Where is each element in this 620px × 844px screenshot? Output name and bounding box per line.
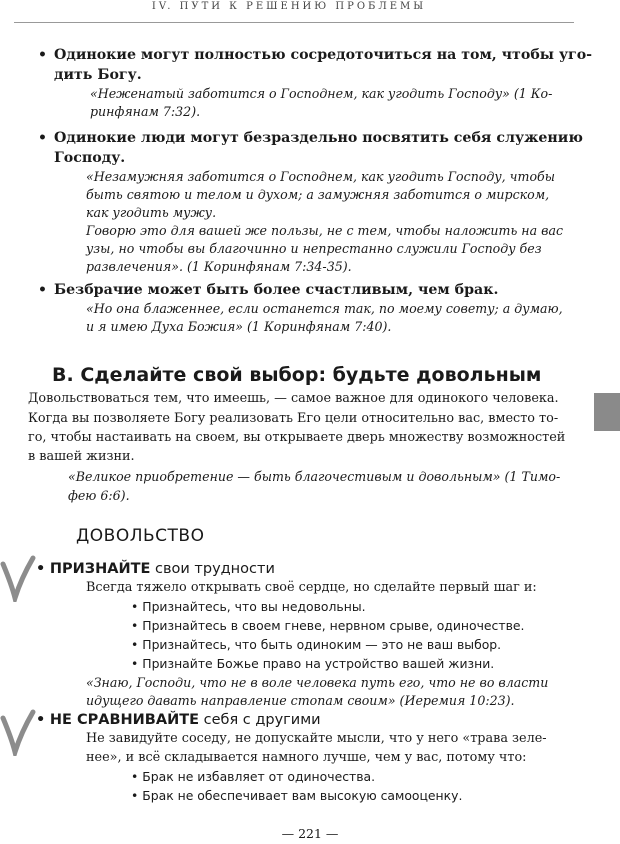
list-item: • Брак не избавляет от одиночества. <box>131 769 376 784</box>
action-heading-dont-compare <box>36 710 321 730</box>
action-intro-line: Не завидуйте соседу, не допускайте мысли, что у него «трава зеле- <box>86 731 547 746</box>
scripture-quote-line: быть святою и телом и духом; а замужняя заботится о мирском, <box>86 187 550 202</box>
paragraph-line: Довольствоваться тем, что имеешь, — самое важное для одинокого человека. <box>28 391 559 406</box>
bullet-title-line: Господу. <box>54 150 126 166</box>
scripture-quote-line: «Великое приобретение — быть благочестивым и довольным» (1 Тимо- <box>68 469 561 484</box>
bullet-title-line: Безбрачие может быть более счастливым, чем брак. <box>54 282 499 298</box>
scripture-quote-line: узы, но чтобы вы благочинно и непрестанно служили Господу без <box>86 241 542 256</box>
scripture-quote-line: и я имею Духа Божия» (1 Коринфянам 7:40). <box>86 319 392 334</box>
bullet-title-line: дить Богу. <box>54 67 142 83</box>
scripture-quote-line: идущего давать направление стопам своим» (Иеремия 10:23). <box>86 693 515 708</box>
action-intro-line: нее», и всё складывается намного лучше, чем у вас, потому что: <box>86 750 527 765</box>
scripture-quote-line: «Но она блаженнее, если останется так, по моему совету; а думаю, <box>86 301 563 316</box>
checkmark-icon <box>0 706 36 756</box>
running-title: IV. ПУТИ К РЕШЕНИЮ ПРОБЛЕМЫ <box>151 1 427 12</box>
action-heading-acknowledge <box>36 559 275 579</box>
contentment-title: ДОВОЛЬСТВО <box>76 526 205 546</box>
list-item: • Брак не обеспечивает вам высокую самооценку. <box>131 788 463 803</box>
scripture-quote-line: как угодить мужу. <box>86 205 217 220</box>
list-item: • Признайтесь, что быть одиноким — это не ваш выбор. <box>131 637 502 652</box>
action-keyword: НЕ СРАВНИВАЙТЕ <box>49 712 199 728</box>
checkmark-icon <box>0 552 36 602</box>
bullet-marker: • <box>38 282 47 298</box>
action-intro: Всегда тяжело открывать своё сердце, но сделайте первый шаг и: <box>86 580 537 595</box>
bullet-title-line: Одинокие люди могут безраздельно посвятить себя служению <box>54 130 583 146</box>
paragraph-line: Когда вы позволяете Богу реализовать Его цели относительно вас, вместо то- <box>28 411 559 426</box>
header-divider <box>14 22 574 23</box>
page-number: — 221 — <box>281 826 339 841</box>
list-item: • Признайте Божье право на устройство вашей жизни. <box>131 656 495 671</box>
paragraph-line: в вашей жизни. <box>28 449 135 464</box>
section-heading: В. Сделайте свой выбор: будьте довольным <box>52 364 542 386</box>
scripture-quote-line: фею 6:6). <box>68 488 130 503</box>
bullet-marker: • <box>38 47 47 63</box>
bullet-title-line: Одинокие могут полностью сосредоточиться на том, чтобы уго- <box>54 47 593 63</box>
list-item: • Признайтесь в своем гневе, нервном срыве, одиночестве. <box>131 618 525 633</box>
bullet-marker: • <box>38 130 47 146</box>
scripture-quote-line: «Неженатый заботится о Господнем, как угодить Господу» (1 Ко- <box>90 86 553 101</box>
action-rest: свои трудности <box>150 561 275 577</box>
action-keyword: ПРИЗНАЙТЕ <box>49 561 151 577</box>
action-marker: • <box>36 561 46 577</box>
list-item: • Признайтесь, что вы недовольны. <box>131 599 366 614</box>
scripture-quote-line: Говорю это для вашей же пользы, не с тем, чтобы наложить на вас <box>86 223 564 238</box>
running-header <box>0 0 578 22</box>
scripture-quote-line: «Знаю, Господи, что не в воле человека путь его, что не во власти <box>86 675 549 690</box>
scripture-quote-line: развлечения». (1 Коринфянам 7:34-35). <box>86 259 352 274</box>
scripture-quote-line: ринфянам 7:32). <box>90 104 201 119</box>
action-rest: себя с другими <box>199 712 321 728</box>
scripture-quote-line: «Незамужняя заботится о Господнем, как угодить Господу, чтобы <box>86 169 555 184</box>
paragraph-line: го, чтобы настаивать на своем, вы открываете дверь множеству возможностей <box>28 430 566 445</box>
chapter-edge-tab <box>594 393 620 431</box>
action-marker: • <box>36 712 46 728</box>
